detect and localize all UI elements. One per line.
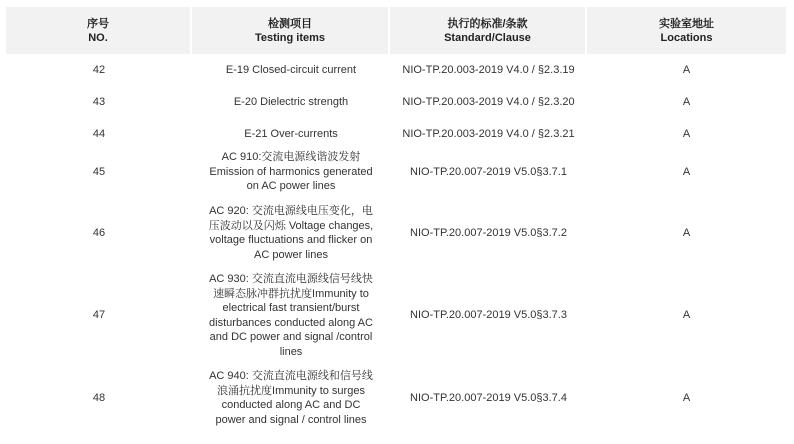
table-row [6,359,786,437]
table-row [6,194,786,272]
cell-item: AC 940: 交流直流电源线和信号线浪涌抗扰度Immunity to surges conducted along AC and DC power and signal / control lines [209,370,373,426]
header-testing-items: 检测项目 Testing items [192,7,390,54]
cell-location: A [682,226,691,239]
cell-item: E-21 Over-currents [244,127,338,140]
table-header-row [6,7,786,54]
cell-standard: NIO-TP.20.007-2019 V5.0§3.7.2 [410,226,567,239]
cell-location: A [682,95,691,108]
cell-standard: NIO-TP.20.007-2019 V5.0§3.7.1 [410,165,567,178]
cell-no: 43 [92,95,106,108]
cell-location: A [682,309,691,322]
cell-standard: NIO-TP.20.007-2019 V5.0§3.7.4 [410,391,567,404]
cell-location: A [682,391,691,404]
table-row [6,86,786,118]
cell-item: AC 920: 交流电源线电压变化，电压波动以及闪烁 Voltage changes, voltage fluctuations and flicker on AC power lines [208,205,374,261]
cell-location: A [682,127,691,140]
cell-location: A [682,165,691,178]
cell-standard: NIO-TP.20.003-2019 V4.0 / §2.3.21 [402,127,575,140]
table-row [6,272,786,359]
cell-no: 45 [92,165,106,178]
cell-item: AC 910:交流电源线谐波发射Emission of harmonics generated on AC power lines [209,151,373,193]
cell-standard: NIO-TP.20.007-2019 V5.0§3.7.3 [410,309,567,322]
cell-location: A [682,63,691,76]
header-no: 序号 NO. [6,7,192,54]
cell-item: AC 930: 交流直流电源线信号线快速瞬态脉冲群抗扰度Immunity to electrical fast transient/burst disturbances conducted along AC and DC power and signal /control lines [209,273,373,358]
header-locations: 实验室地址 Locations [587,7,786,54]
table-row [6,54,786,86]
cell-item: E-20 Dielectric strength [233,95,349,108]
table-row [6,118,786,150]
cell-item: E-19 Closed-circuit current [225,63,357,76]
cell-no: 46 [92,226,106,239]
cell-no: 44 [92,127,106,140]
header-standard: 执行的标准/条款 Standard/Clause [390,7,587,54]
cell-no: 48 [92,391,106,404]
testing-items-table [6,7,786,437]
cell-no: 42 [92,63,106,76]
cell-standard: NIO-TP.20.003-2019 V4.0 / §2.3.20 [402,95,575,108]
cell-no: 47 [92,309,106,322]
table-row [6,150,786,194]
cell-standard: NIO-TP.20.003-2019 V4.0 / §2.3.19 [402,63,575,76]
